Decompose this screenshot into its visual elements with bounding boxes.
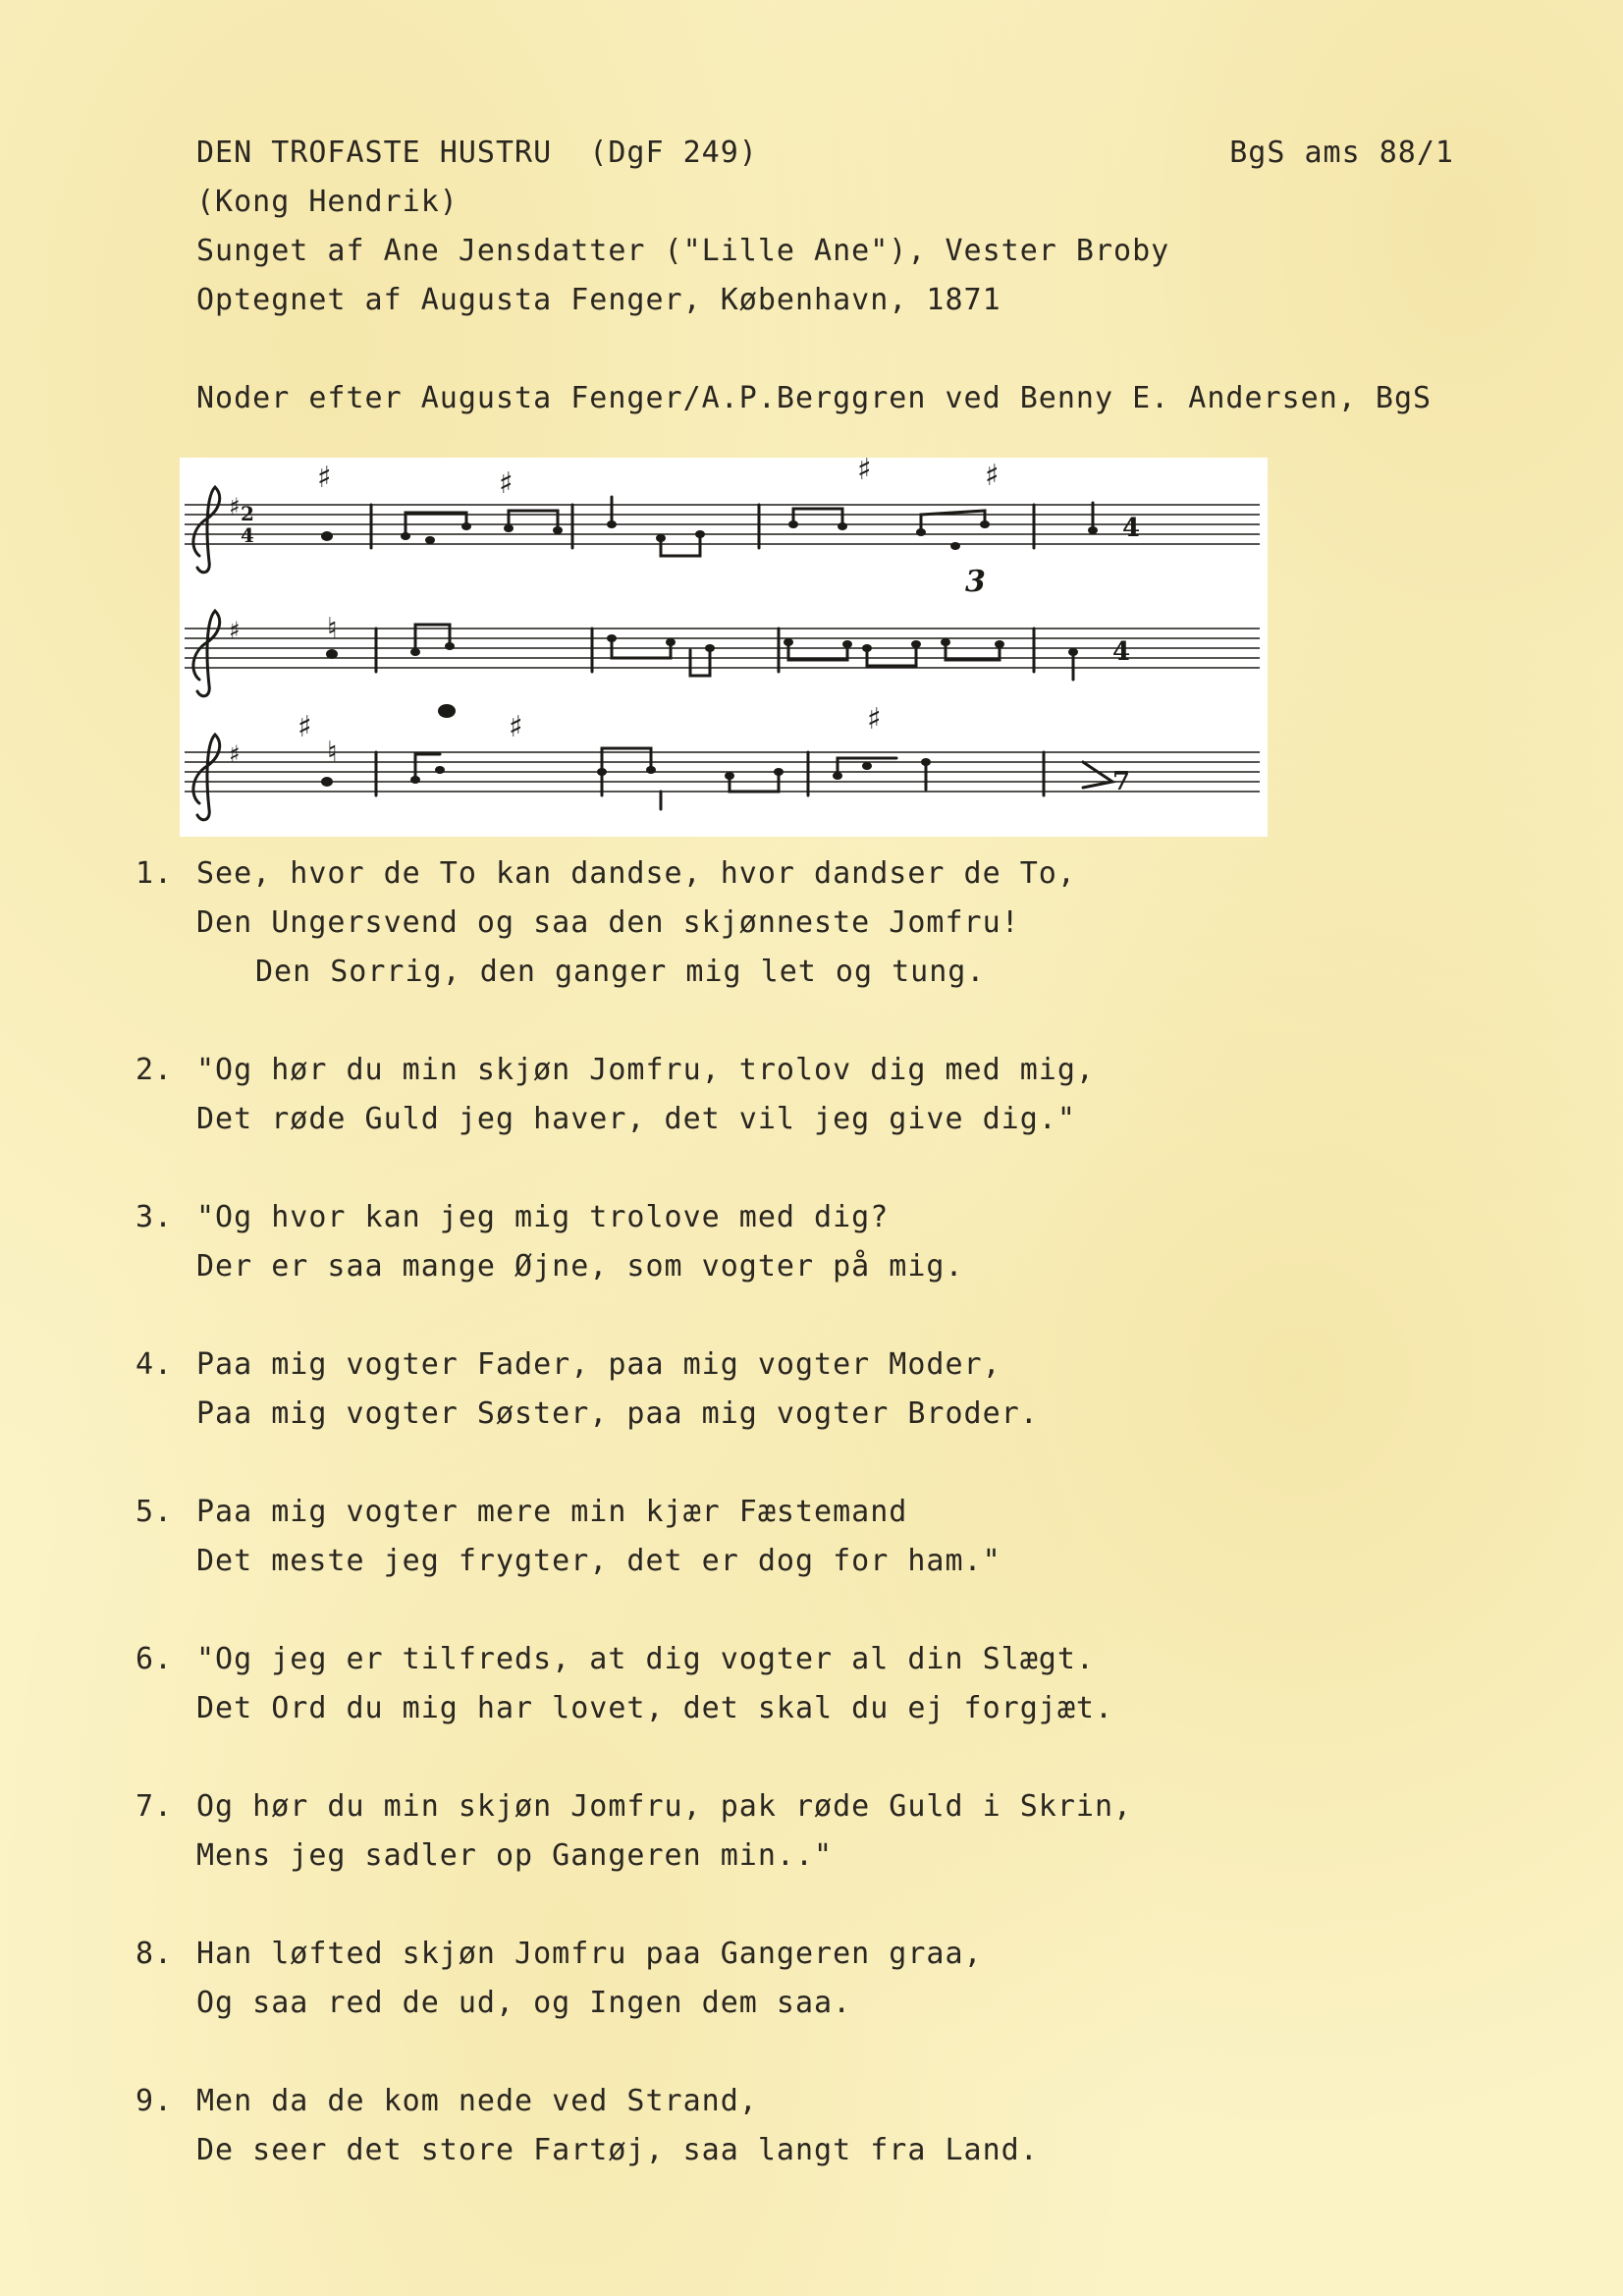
verse-number: 9. <box>135 2084 174 2118</box>
svg-text:♮: ♮ <box>327 736 338 770</box>
svg-text:♯: ♯ <box>867 702 882 737</box>
svg-text:♯: ♯ <box>985 459 1000 493</box>
svg-text:7: 7 <box>1112 767 1131 796</box>
verse-line: Og hør du min skjøn Jomfru, pak røde Guld i Skrin, <box>196 1789 1133 1824</box>
verse-number: 1. <box>135 856 174 891</box>
verse-line: Paa mig vogter mere min kjær Fæstemand <box>196 1495 908 1529</box>
verse-line: Det røde Guld jeg haver, det vil jeg give dig." <box>196 1102 1076 1136</box>
verse-number: 5. <box>135 1495 174 1529</box>
song-subtitle: (Kong Hendrik) <box>196 185 459 219</box>
verse-line: Det Ord du mig har lovet, det skal du ej forgjæt. <box>196 1691 1114 1725</box>
verse-line: Paa mig vogter Fader, paa mig vogter Moder, <box>196 1347 1001 1382</box>
verse-refrain: Den Sorrig, den ganger mig let og tung. <box>255 955 986 989</box>
verse-line: Paa mig vogter Søster, paa mig vogter Broder. <box>196 1396 1039 1431</box>
verse-line: Det meste jeg frygter, det er dog for ham." <box>196 1544 1001 1578</box>
recorder-line: Optegnet af Augusta Fenger, København, 1871 <box>196 283 1001 317</box>
verse-line: Der er saa mange Øjne, som vogter på mig. <box>196 1249 964 1284</box>
verse-line: Men da de kom nede ved Strand, <box>196 2084 758 2118</box>
verse-number: 2. <box>135 1053 174 1087</box>
svg-text:4: 4 <box>1112 637 1131 667</box>
song-title: DEN TROFASTE HUSTRU (DgF 249) <box>196 136 758 170</box>
svg-text:♯: ♯ <box>317 461 332 495</box>
svg-text:♯: ♯ <box>229 739 241 768</box>
verse-line: Den Ungersvend og saa den skjønneste Jomfru! <box>196 905 1020 940</box>
verse-line: De seer det store Fartøj, saa langt fra Land. <box>196 2133 1039 2167</box>
notation-credit: Noder efter Augusta Fenger/A.P.Berggren ved Benny E. Andersen, BgS <box>196 381 1433 415</box>
svg-text:2: 2 <box>241 502 254 525</box>
verse-line: Han løfted skjøn Jomfru paa Gangeren graa, <box>196 1937 983 1971</box>
singer-line: Sunget af Ane Jensdatter ("Lille Ane"), Vester Broby <box>196 234 1170 268</box>
svg-text:♮: ♮ <box>327 612 338 646</box>
verse-line: Mens jeg sadler op Gangeren min.." <box>196 1838 834 1873</box>
verse-line: "Og jeg er tilfreds, at dig vogter al din Slægt. <box>196 1642 1095 1676</box>
music-notation <box>180 458 1268 837</box>
verse-line: See, hvor de To kan dandse, hvor dandser de To, <box>196 856 1076 891</box>
music-notation-icon <box>180 458 1268 837</box>
svg-text:♯: ♯ <box>857 458 872 487</box>
verse-line: "Og hvor kan jeg mig trolove med dig? <box>196 1200 890 1234</box>
svg-text:♯: ♯ <box>229 492 241 520</box>
archive-reference: BgS ams 88/1 <box>1229 136 1454 170</box>
verse-number: 3. <box>135 1200 174 1234</box>
verse-line: "Og hør du min skjøn Jomfru, trolov dig med mig, <box>196 1053 1095 1087</box>
verse-number: 7. <box>135 1789 174 1824</box>
triplet-mark: 3 <box>965 565 986 599</box>
verse-number: 6. <box>135 1642 174 1676</box>
svg-text:♯: ♯ <box>499 466 514 501</box>
svg-text:4: 4 <box>241 523 254 547</box>
verse-line: Og saa red de ud, og Ingen dem saa. <box>196 1986 852 2020</box>
svg-text:♯: ♯ <box>298 710 312 744</box>
verse-number: 4. <box>135 1347 174 1382</box>
svg-text:♯: ♯ <box>509 710 523 744</box>
time-signature-end: 4 <box>1122 514 1141 543</box>
verse-number: 8. <box>135 1937 174 1971</box>
svg-text:♯: ♯ <box>229 616 241 644</box>
